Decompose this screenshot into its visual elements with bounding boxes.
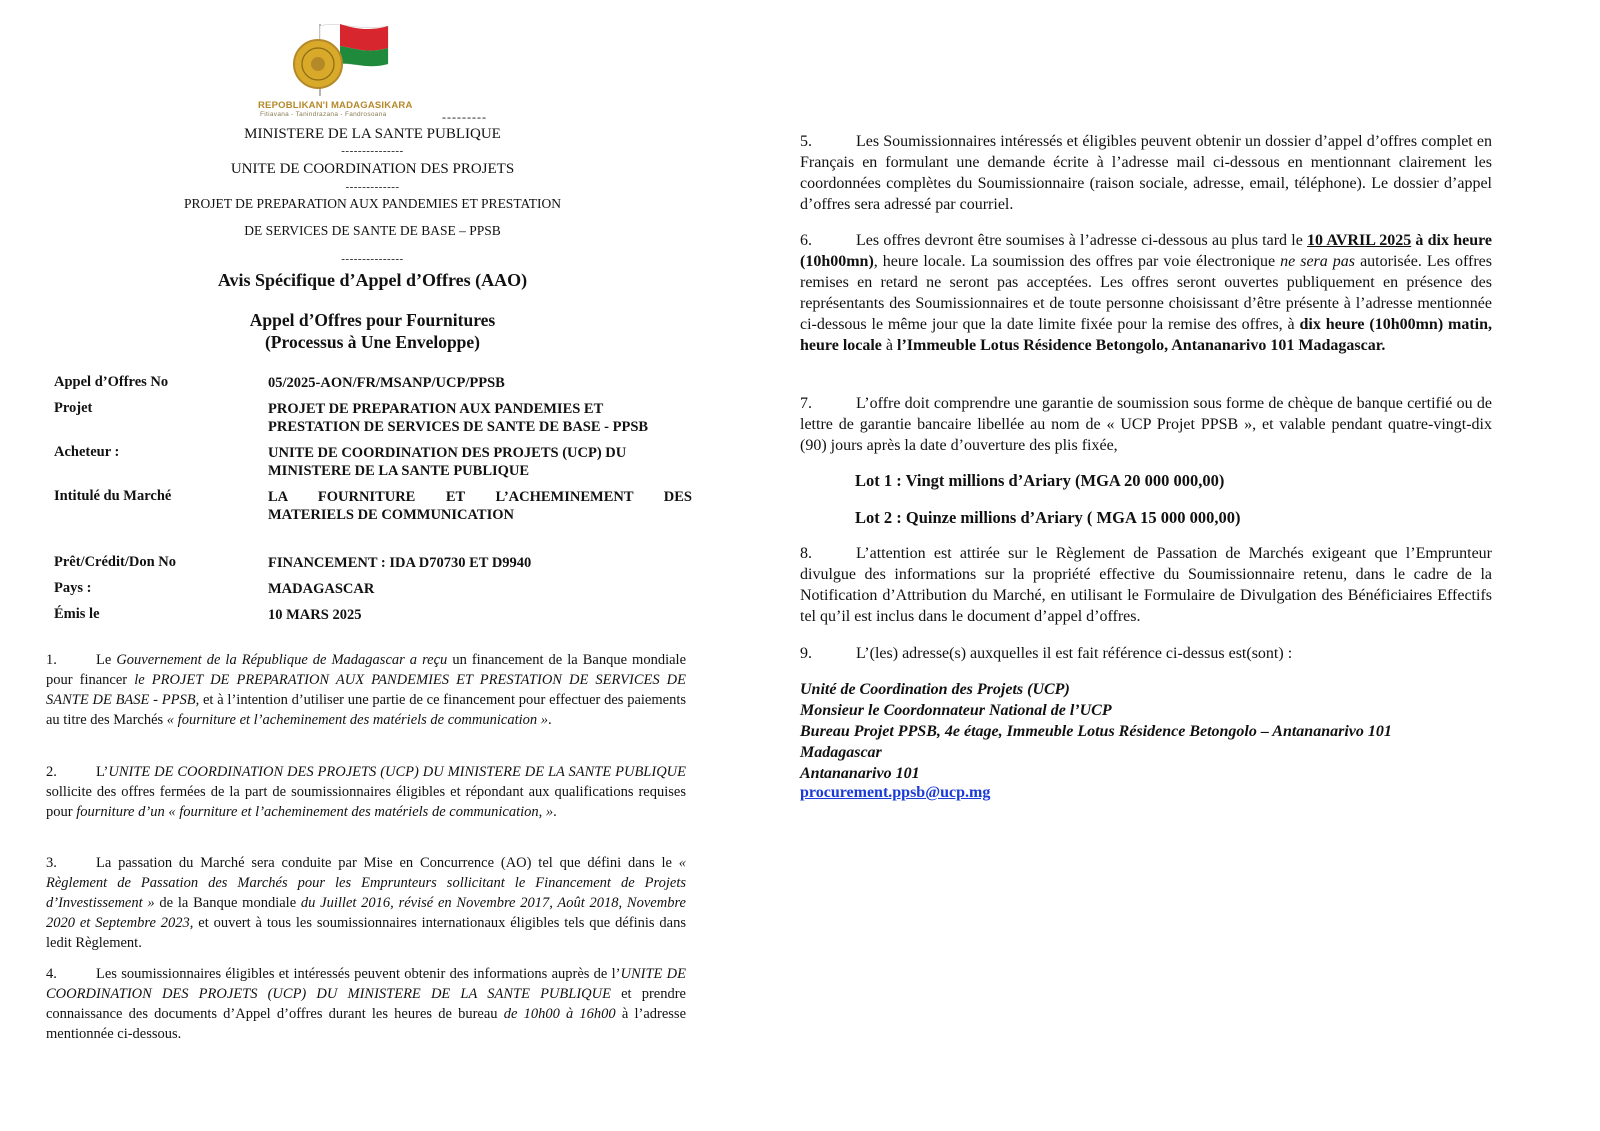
paragraph-8 (800, 543, 1492, 627)
text-italic: UNITE DE COORDINATION DES PROJETS (UCP) DU MINISTERE DE LA SANTE PUBLIQUE (46, 966, 686, 1002)
paragraph-1 (46, 650, 686, 730)
text: et prendre connaissance des documents d’Appel d’offres durant les heures de bureau (46, 986, 686, 1022)
text-italic: fourniture d’un « fourniture et l’acheminement des matériels de communication, » (76, 804, 554, 820)
lot-2-guarantee: Lot 2 : Quinze millions d’Ariary ( MGA 15 000 000,00) (855, 508, 1241, 527)
ao-value: 05/2025-AON/FR/MSANP/UCP/PPSB (268, 375, 505, 391)
paragraph-number: 1. (46, 652, 57, 668)
paragraph-number: 6. (800, 232, 812, 249)
paragraph-number: 2. (46, 764, 57, 780)
text: à (881, 337, 898, 354)
text: à l’adresse mentionnée ci-dessous. (46, 1006, 687, 1042)
emis-value: 10 MARS 2025 (268, 607, 362, 623)
projet-label: Projet (54, 400, 93, 416)
acheteur-label: Acheteur : (54, 444, 120, 460)
text-italic: Gouvernement de la République de Madagascar a reçu (116, 652, 448, 668)
right-page (800, 0, 1600, 1131)
project-name-line1: PROJET DE PREPARATION AUX PANDEMIES ET PRESTATION (184, 196, 561, 211)
projet-value: PROJET DE PREPARATION AUX PANDEMIES ET PRESTATION DE SERVICES DE SANTE DE BASE - PPSB (268, 401, 649, 435)
text: Les Soumissionnaires intéressés et éligibles peuvent obtenir un dossier d’appel d’offres complet en Français en formulant une demande écrite à l’adresse mail ci-dessous en mentionnant clairement les coordonnées complètes du Soumissionnaire (raison sociale, adresse, email, téléphone). Le dossier d’appel d’offres sera adressé par courriel. (800, 133, 1492, 213)
paragraph-4 (46, 964, 686, 1044)
text: sollicite des offres fermées de la part de soumissionnaires éligibles et répondant aux qualifications requises pour (46, 784, 686, 820)
ao-label: Appel d’Offres No (54, 374, 169, 390)
paragraph-6 (800, 230, 1492, 356)
pays-label: Pays : (54, 580, 92, 596)
text-bold: à dix heure (10h00mn) (800, 232, 1493, 270)
text: autorisée. Les offres remises en retard ne seront pas acceptées. Les offres seront ouvertes publiquement en présence des représentants des Soumissionnaires et de toute personne choisissant d’être présente à l’adresse mentionnée ci-dessous le même jour que la date limite fixée pour la remise des offres, à (800, 253, 1493, 333)
emblem-text: REPOBLIKAN'I MADAGASIKARA (258, 100, 413, 111)
address-line-1: Unité de Coordination des Projets (UCP) (800, 681, 1070, 698)
project-name-line2: DE SERVICES DE SANTE DE BASE – PPSB (244, 223, 501, 238)
paragraph-number: 8. (800, 545, 812, 562)
address-line-4: Madagascar (800, 744, 882, 761)
divider: ------------- (345, 181, 400, 193)
text: et ouvert à tous les soumissionnaires internationaux éligibles tels que définis dans ledit Règlement. (46, 915, 686, 951)
ministry-name: MINISTERE DE LA SANTE PUBLIQUE (244, 126, 501, 142)
divider: --------------- (341, 253, 404, 265)
text: Les soumissionnaires éligibles et intéressés peuvent obtenir des informations auprès de l’ (96, 966, 621, 982)
emblem-motto: Fitiavana - Tanindrazana - Fandrosoana (260, 111, 387, 118)
emblem-flag-icon (258, 18, 398, 100)
pret-label: Prêt/Crédit/Don No (54, 554, 177, 570)
paragraph-3 (46, 853, 686, 953)
paragraph-5 (800, 131, 1492, 215)
text-italic: de 10h00 à 16h00 (503, 1006, 616, 1022)
paragraph-number: 4. (46, 966, 57, 982)
text-bold: l’Immeuble Lotus Résidence Betongolo, Antananarivo 101 Madagascar. (897, 337, 1386, 354)
emis-label: Émis le (54, 606, 100, 622)
subtitle-line1: Appel d’Offres pour Fournitures (249, 310, 496, 330)
text-italic: le PROJET DE PREPARATION AUX PANDEMIES ET PRESTATION DE SERVICES DE SANTE DE BASE - PPSB, (46, 672, 686, 708)
paragraph-9 (800, 643, 1492, 664)
intitule-label: Intitulé du Marché (54, 488, 172, 504)
text: un financement de la Banque mondiale pour financer (46, 652, 687, 688)
text: de la Banque mondiale (154, 895, 301, 911)
left-page (0, 0, 780, 1131)
text: , heure locale. La soumission des offres par voie électronique (873, 253, 1281, 270)
divider: --------------- (341, 145, 404, 157)
text-italic: du Juillet 2016, révisé en Novembre 2017, Août 2018, Novembre 2020 et Septembre 2023, (46, 895, 686, 931)
text: . (553, 804, 557, 820)
text: L’offre doit comprendre une garantie de soumission sous forme de chèque de banque certifié ou de lettre de garantie bancaire libellée au nom de « UCP Projet PPSB », et valable pendant quatre-vingt-dix (90) jours après la date d’ouverture des plis fixée, (800, 395, 1492, 454)
paragraph-number: 3. (46, 855, 57, 871)
pays-value: MADAGASCAR (268, 581, 375, 597)
intitule-value-line2: MATERIELS DE COMMUNICATION (268, 507, 514, 523)
republic-emblem (258, 18, 458, 118)
paragraph-7 (800, 393, 1492, 456)
paragraph-number: 9. (800, 645, 812, 662)
notice-title: Avis Spécifique d’Appel d’Offres (AAO) (217, 270, 528, 290)
address-line-5: Antananarivo 101 (800, 765, 920, 782)
address-line-2: Monsieur le Coordonnateur National de l’UCP (800, 702, 1112, 719)
text: . (548, 712, 552, 728)
subtitle-line2: (Processus à Une Enveloppe) (264, 332, 481, 352)
text-italic: « Règlement de Passation des Marchés pour les Emprunteurs sollicitant le Financement de Projets d’Investissement » (46, 855, 686, 911)
intitule-value-line1: LA FOURNITURE ET L’ACHEMINEMENT DES (268, 489, 692, 505)
text-italic: ne sera pas (1280, 253, 1356, 270)
procurement-email-link[interactable]: procurement.ppsb@ucp.mg (800, 784, 991, 801)
lot-1-guarantee: Lot 1 : Vingt millions d’Ariary (MGA 20 000 000,00) (855, 471, 1225, 490)
pret-value: FINANCEMENT : IDA D70730 ET D9940 (268, 555, 532, 571)
deadline-date: 10 AVRIL 2025 (1307, 232, 1412, 249)
divider: --------- (442, 110, 487, 124)
acheteur-value: UNITE DE COORDINATION DES PROJETS (UCP) DU MINISTERE DE LA SANTE PUBLIQUE (268, 445, 627, 479)
paragraph-2 (46, 762, 686, 822)
unit-name: UNITE DE COORDINATION DES PROJETS (230, 161, 515, 177)
text: Le (96, 652, 117, 668)
paragraph-number: 7. (800, 395, 812, 412)
text: L’(les) adresse(s) auxquelles il est fait référence ci-dessus est(sont) : (856, 645, 1293, 662)
text-italic: UNITE DE COORDINATION DES PROJETS (UCP) DU MINISTERE DE LA SANTE PUBLIQUE (108, 764, 686, 780)
text: L’ (96, 764, 109, 780)
text: et à l’intention d’utiliser une partie de ce financement pour effectuer des paiements au titre des Marchés (46, 692, 686, 728)
text-bold: dix heure (10h00mn) matin, heure locale (800, 316, 1493, 354)
text: L’attention est attirée sur le Règlement de Passation de Marchés exigeant que l’Emprunteur divulgue des informations sur la propriété effective du Soumissionnaire retenu, dans le cadre de la Notification d’Attribution du Marché, en utilisant le Formulaire de Divulgation des Bénéficiaires Effectifs tel qu’il est inclus dans le document d’appel d’offres. (800, 545, 1492, 625)
paragraph-number: 5. (800, 133, 812, 150)
text-italic: « fourniture et l’acheminement des matériels de communication » (166, 712, 549, 728)
address-line-3: Bureau Projet PPSB, 4e étage, Immeuble Lotus Résidence Betongolo – Antananarivo 101 (800, 723, 1392, 740)
text: La passation du Marché sera conduite par Mise en Concurrence (AO) tel que défini dans le (96, 855, 679, 871)
text: Les offres devront être soumises à l’adresse ci-dessous au plus tard le (856, 232, 1308, 249)
